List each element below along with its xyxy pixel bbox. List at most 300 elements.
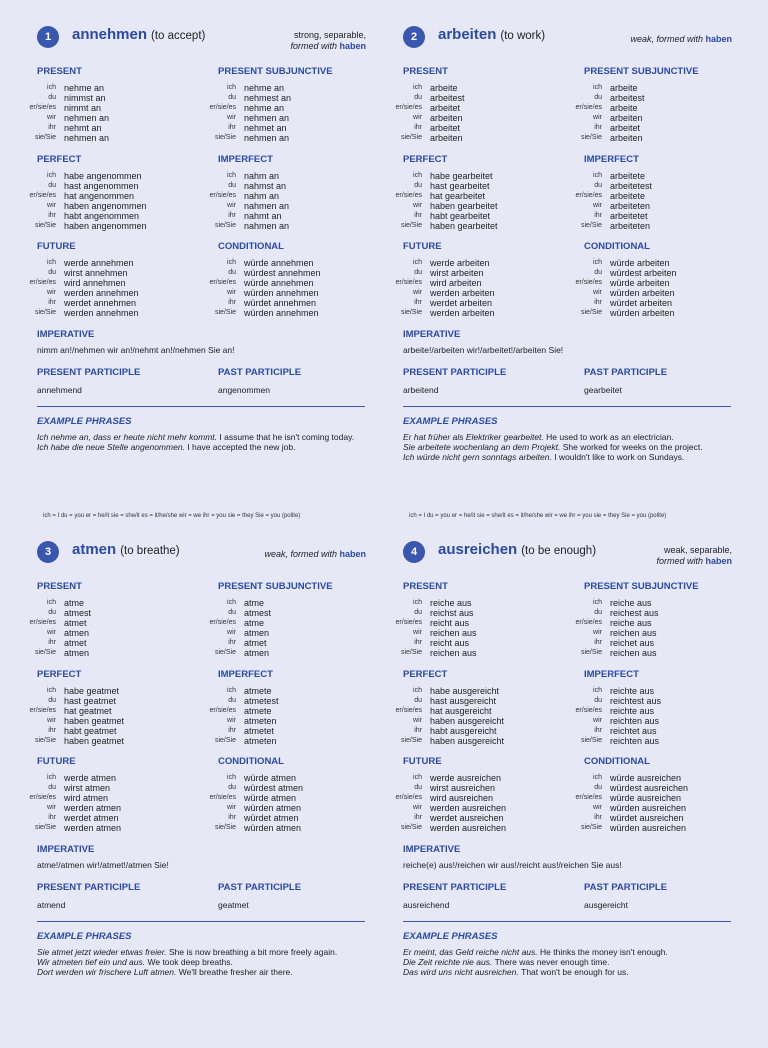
conjugation-row bbox=[564, 813, 688, 823]
pronoun: sie/Sie bbox=[214, 222, 236, 229]
pronoun: ihr bbox=[414, 212, 422, 219]
conjugation-row bbox=[384, 793, 506, 803]
verb-form: atmest bbox=[64, 608, 92, 618]
verb-form: werde arbeiten bbox=[430, 258, 490, 268]
conditional-table bbox=[198, 258, 321, 318]
verb-infinitive: atmen bbox=[72, 541, 117, 558]
conjugation-row bbox=[198, 201, 289, 211]
section-rule bbox=[37, 921, 365, 922]
verb-form: arbeiteten bbox=[610, 201, 651, 211]
pronoun: wir bbox=[593, 114, 602, 121]
verb-info bbox=[582, 545, 732, 567]
present-table bbox=[18, 598, 91, 658]
perfect-table bbox=[18, 171, 147, 231]
conjugation-row bbox=[384, 716, 504, 726]
verb-form: habt geatmet bbox=[64, 726, 117, 736]
verb-form: habe geatmet bbox=[64, 686, 120, 696]
example-english: He thinks the money isn't enough. bbox=[540, 947, 668, 957]
conjugation-row bbox=[564, 783, 688, 793]
verb-form: wird ausreichen bbox=[430, 793, 494, 803]
verb-form: nimmst an bbox=[64, 93, 106, 103]
conjugation-row bbox=[198, 288, 321, 298]
pronoun: ihr bbox=[594, 727, 602, 734]
verb-form: hat angenommen bbox=[64, 191, 135, 201]
pronoun: ich bbox=[593, 599, 602, 606]
pronoun: sie/Sie bbox=[34, 824, 56, 831]
section-imperfect: IMPERFECT bbox=[584, 154, 639, 165]
pronoun: ihr bbox=[594, 124, 602, 131]
section-example-phrases: EXAMPLE PHRASES bbox=[403, 931, 498, 942]
conjugation-row bbox=[564, 793, 688, 803]
example-phrase bbox=[37, 957, 367, 967]
conjugation-row bbox=[384, 608, 477, 618]
past-participle-value: geatmet bbox=[218, 900, 249, 910]
verb-form: werdet atmen bbox=[64, 813, 119, 823]
pronoun: wir bbox=[413, 289, 422, 296]
pronoun: du bbox=[594, 784, 602, 791]
verb-form: werde ausreichen bbox=[430, 773, 502, 783]
verb-form: hast geatmet bbox=[64, 696, 117, 706]
verb-form: atmetet bbox=[244, 726, 275, 736]
pronoun: ich bbox=[47, 259, 56, 266]
past-participle-value: angenommen bbox=[218, 385, 270, 395]
conjugation-row bbox=[198, 123, 291, 133]
future-table bbox=[384, 773, 506, 833]
conjugation-row bbox=[198, 686, 279, 696]
verb-form: arbeiten bbox=[610, 133, 643, 143]
pronoun: du bbox=[414, 269, 422, 276]
pronoun: ich bbox=[593, 687, 602, 694]
section-present: PRESENT bbox=[37, 581, 82, 592]
pronoun: sie/Sie bbox=[580, 309, 602, 316]
pronoun: du bbox=[228, 182, 236, 189]
conjugation-row bbox=[18, 793, 121, 803]
pronoun: du bbox=[228, 609, 236, 616]
verb-form: arbeitetet bbox=[610, 211, 648, 221]
example-phrase bbox=[37, 442, 367, 452]
future-table bbox=[384, 258, 495, 318]
verb-form: arbeitete bbox=[610, 191, 646, 201]
conjugation-row bbox=[198, 726, 279, 736]
pronoun: ich bbox=[593, 774, 602, 781]
example-phrase bbox=[403, 947, 733, 957]
verb-info bbox=[216, 549, 366, 560]
pronoun: wir bbox=[413, 114, 422, 121]
pronoun: du bbox=[48, 609, 56, 616]
pronoun: du bbox=[594, 182, 602, 189]
verb-form: wird atmen bbox=[64, 793, 109, 803]
verb-type: weak, separable, bbox=[663, 545, 732, 555]
verb-form: reichen aus bbox=[610, 628, 657, 638]
section-future: FUTURE bbox=[37, 241, 76, 252]
present-participle-value: annehmend bbox=[37, 385, 82, 395]
section-example-phrases: EXAMPLE PHRASES bbox=[37, 931, 132, 942]
conjugation-row bbox=[18, 268, 139, 278]
verb-form: atme bbox=[244, 598, 265, 608]
conjugation-row bbox=[564, 123, 645, 133]
pronoun: er/sie/es bbox=[209, 794, 236, 801]
pronoun: wir bbox=[47, 114, 56, 121]
pronoun: er/sie/es bbox=[575, 104, 602, 111]
example-english: There was never enough time. bbox=[494, 957, 610, 967]
pronoun: du bbox=[414, 784, 422, 791]
pronoun: sie/Sie bbox=[214, 309, 236, 316]
verb-form: wird arbeiten bbox=[430, 278, 482, 288]
auxiliary-prefix: weak, formed with bbox=[630, 34, 706, 44]
pronoun: ich bbox=[413, 172, 422, 179]
conjugation-row bbox=[384, 191, 498, 201]
verb-form: würde arbeiten bbox=[610, 258, 670, 268]
conjugation-row bbox=[564, 211, 652, 221]
pronoun: du bbox=[414, 609, 422, 616]
section-conditional: CONDITIONAL bbox=[218, 756, 284, 767]
verb-number-badge: 2 bbox=[403, 26, 425, 48]
past-participle-value: ausgereicht bbox=[584, 900, 628, 910]
pronoun: er/sie/es bbox=[209, 104, 236, 111]
pronoun: ihr bbox=[48, 639, 56, 646]
verb-form: würde ausreichen bbox=[610, 773, 682, 783]
pronoun: sie/Sie bbox=[400, 824, 422, 831]
pronoun: ihr bbox=[594, 814, 602, 821]
section-future: FUTURE bbox=[403, 756, 442, 767]
pronoun: du bbox=[594, 94, 602, 101]
conjugation-row bbox=[198, 278, 321, 288]
past-participle-value: gearbeitet bbox=[584, 385, 622, 395]
conjugation-row bbox=[564, 288, 677, 298]
conjugation-row bbox=[198, 268, 321, 278]
conjugation-row bbox=[18, 201, 147, 211]
verb-form: würdest ausreichen bbox=[610, 783, 689, 793]
conjugation-row bbox=[384, 783, 506, 793]
pronoun: du bbox=[594, 697, 602, 704]
verb-form: arbeite bbox=[610, 103, 638, 113]
present-table bbox=[384, 598, 477, 658]
verb-auxiliary-line bbox=[216, 41, 366, 52]
verb-form: werden arbeiten bbox=[430, 288, 495, 298]
conjugation-row bbox=[384, 736, 504, 746]
conjugation-row bbox=[384, 813, 506, 823]
pronoun: sie/Sie bbox=[400, 134, 422, 141]
example-phrase bbox=[403, 957, 733, 967]
conjugation-row bbox=[198, 618, 271, 628]
conjugation-row bbox=[564, 278, 677, 288]
verb-type: strong, separable, bbox=[293, 30, 366, 40]
verb-form: würden ausreichen bbox=[610, 823, 687, 833]
verb-number-badge: 3 bbox=[37, 541, 59, 563]
pronoun: ich bbox=[47, 84, 56, 91]
conjugation-row bbox=[18, 638, 91, 648]
conjugation-row bbox=[564, 93, 645, 103]
conjugation-row bbox=[384, 83, 465, 93]
conjugation-row bbox=[564, 706, 661, 716]
verb-form: atmen bbox=[244, 628, 270, 638]
verb-form: würde annehmen bbox=[244, 278, 314, 288]
pronoun: wir bbox=[593, 717, 602, 724]
pronoun: sie/Sie bbox=[214, 737, 236, 744]
example-german: Sie atmet jetzt wieder etwas freier. bbox=[37, 947, 169, 957]
pronoun: du bbox=[228, 94, 236, 101]
example-german: Das wird uns nicht ausreichen. bbox=[403, 967, 522, 977]
section-perfect: PERFECT bbox=[403, 669, 448, 680]
verb-form: nehme an bbox=[64, 83, 105, 93]
verb-form: reichst aus bbox=[430, 608, 474, 618]
pronoun: sie/Sie bbox=[34, 309, 56, 316]
example-phrases bbox=[403, 947, 733, 977]
verb-form: habe gearbeitet bbox=[430, 171, 493, 181]
verb-form: wirst arbeiten bbox=[430, 268, 484, 278]
conjugation-row bbox=[564, 823, 688, 833]
pronoun: ich bbox=[47, 687, 56, 694]
pronoun: wir bbox=[413, 629, 422, 636]
verb-form: würdet atmen bbox=[244, 813, 299, 823]
section-past-participle: PAST PARTICIPLE bbox=[218, 367, 302, 378]
pronoun: ich bbox=[47, 774, 56, 781]
section-present-subjunctive: PRESENT SUBJUNCTIVE bbox=[584, 66, 699, 77]
conjugation-row bbox=[18, 308, 139, 318]
conjugation-row bbox=[18, 823, 121, 833]
pronoun: wir bbox=[593, 289, 602, 296]
pronoun: ich bbox=[413, 774, 422, 781]
pronoun: sie/Sie bbox=[34, 134, 56, 141]
section-perfect: PERFECT bbox=[37, 154, 82, 165]
pronoun: sie/Sie bbox=[34, 737, 56, 744]
verb-form: reiche aus bbox=[430, 598, 472, 608]
conjugation-row bbox=[18, 686, 124, 696]
present-participle-value: arbeitend bbox=[403, 385, 439, 395]
pronoun: ihr bbox=[228, 727, 236, 734]
conjugation-row bbox=[18, 133, 109, 143]
conjugation-row bbox=[564, 736, 661, 746]
verb-form: hast angenommen bbox=[64, 181, 139, 191]
pronoun: wir bbox=[47, 629, 56, 636]
imperfect-table bbox=[198, 686, 279, 746]
pronoun: sie/Sie bbox=[34, 222, 56, 229]
verb-form: nahmen an bbox=[244, 201, 290, 211]
example-phrases bbox=[37, 947, 367, 977]
verb-form: wirst atmen bbox=[64, 783, 111, 793]
pronoun: sie/Sie bbox=[400, 737, 422, 744]
pronoun: wir bbox=[593, 804, 602, 811]
pronoun: ihr bbox=[594, 212, 602, 219]
verb-form: werden arbeiten bbox=[430, 308, 495, 318]
pronoun: er/sie/es bbox=[29, 707, 56, 714]
imperative-text: nimm an!/nehmen wir an!/nehmt an!/nehmen Sie an! bbox=[37, 345, 235, 355]
verb-form: atmen bbox=[244, 648, 270, 658]
verb-form: wird annehmen bbox=[64, 278, 126, 288]
conjugation-row bbox=[18, 598, 91, 608]
verb-form: nehmen an bbox=[244, 113, 290, 123]
verb-form: reichet aus bbox=[610, 638, 655, 648]
pronoun: ich bbox=[413, 599, 422, 606]
example-phrases bbox=[403, 432, 733, 462]
verb-form: arbeiten bbox=[610, 113, 643, 123]
conjugation-row bbox=[18, 171, 147, 181]
conjugation-row bbox=[18, 123, 109, 133]
conjugation-row bbox=[384, 211, 498, 221]
pronoun: sie/Sie bbox=[400, 222, 422, 229]
conjugation-row bbox=[564, 181, 652, 191]
conjugation-row bbox=[18, 93, 109, 103]
conjugation-row bbox=[384, 628, 477, 638]
conjugation-row bbox=[384, 298, 495, 308]
pronoun: ich bbox=[413, 259, 422, 266]
pronoun: sie/Sie bbox=[580, 222, 602, 229]
conjugation-row bbox=[564, 308, 677, 318]
verb-form: würde atmen bbox=[244, 773, 297, 783]
pronoun: sie/Sie bbox=[400, 649, 422, 656]
conjugation-row bbox=[564, 686, 661, 696]
conjugation-row bbox=[384, 773, 506, 783]
verb-form: würde atmen bbox=[244, 793, 297, 803]
conjugation-row bbox=[384, 706, 504, 716]
pronoun: du bbox=[414, 94, 422, 101]
example-english: She is now breathing a bit more freely again. bbox=[168, 947, 338, 957]
verb-form: werde atmen bbox=[64, 773, 117, 783]
conjugation-row bbox=[564, 221, 652, 231]
verb-form: hat gearbeitet bbox=[430, 191, 486, 201]
verb-form: arbeite bbox=[430, 83, 458, 93]
section-imperative: IMPERATIVE bbox=[37, 329, 95, 340]
verb-number-badge: 4 bbox=[403, 541, 425, 563]
conjugation-row bbox=[18, 191, 147, 201]
verb-form: atmen bbox=[64, 628, 90, 638]
verb-form: haben geatmet bbox=[64, 716, 125, 726]
verb-form: würdet arbeiten bbox=[610, 298, 673, 308]
verb-form: würdest annehmen bbox=[244, 268, 321, 278]
verb-form: arbeite bbox=[610, 83, 638, 93]
pronoun: sie/Sie bbox=[214, 134, 236, 141]
conjugation-row bbox=[198, 773, 303, 783]
conjugation-row bbox=[564, 298, 677, 308]
verb-form: nahm an bbox=[244, 171, 280, 181]
pronoun: ihr bbox=[48, 727, 56, 734]
example-german: Wir atmeten tief ein und aus. bbox=[37, 957, 148, 967]
conjugation-row bbox=[18, 783, 121, 793]
verb-form: würden atmen bbox=[244, 803, 302, 813]
future-table bbox=[18, 773, 121, 833]
example-english: He used to work as an electrician. bbox=[546, 432, 674, 442]
example-phrases bbox=[37, 432, 367, 452]
verb-translation: (to be enough) bbox=[521, 545, 597, 557]
auxiliary-prefix: formed with bbox=[290, 41, 340, 51]
pronoun: ich bbox=[47, 172, 56, 179]
verb-translation: (to breathe) bbox=[120, 545, 180, 557]
verb-form: hast gearbeitet bbox=[430, 181, 490, 191]
conjugation-row bbox=[18, 696, 124, 706]
imperative-text: arbeite!/arbeiten wir!/arbeitet!/arbeiten Sie! bbox=[403, 345, 564, 355]
present-table bbox=[384, 83, 465, 143]
pronoun: ihr bbox=[414, 727, 422, 734]
example-english: I have accepted the new job. bbox=[187, 442, 296, 452]
conjugation-row bbox=[18, 716, 124, 726]
conjugation-row bbox=[198, 793, 303, 803]
verb-form: haben angenommen bbox=[64, 221, 147, 231]
conjugation-row bbox=[18, 103, 109, 113]
verb-form: würdet annehmen bbox=[244, 298, 317, 308]
verb-title bbox=[72, 541, 180, 558]
verb-form: reichten aus bbox=[610, 736, 660, 746]
verb-form: werden annehmen bbox=[64, 308, 139, 318]
example-english: I wouldn't like to work on Sundays. bbox=[554, 452, 685, 462]
example-phrase bbox=[403, 442, 733, 452]
conjugation-row bbox=[18, 628, 91, 638]
pronoun: wir bbox=[227, 289, 236, 296]
conjugation-row bbox=[18, 181, 147, 191]
pronoun: du bbox=[48, 269, 56, 276]
pronoun: wir bbox=[227, 717, 236, 724]
verb-form: nehmen an bbox=[244, 133, 290, 143]
pronoun: ich bbox=[413, 84, 422, 91]
conjugation-row bbox=[198, 83, 291, 93]
conjugation-row bbox=[18, 221, 147, 231]
pronoun: ihr bbox=[228, 299, 236, 306]
conjugation-row bbox=[18, 278, 139, 288]
pronoun: ihr bbox=[48, 299, 56, 306]
example-german: Ich nehme an, dass er heute nicht mehr kommt. bbox=[37, 432, 220, 442]
auxiliary-prefix: weak, formed with bbox=[264, 549, 340, 559]
pronoun: er/sie/es bbox=[395, 279, 422, 286]
pronoun: du bbox=[48, 784, 56, 791]
pronoun: er/sie/es bbox=[209, 279, 236, 286]
verb-form: nehmest an bbox=[244, 93, 292, 103]
pronoun: wir bbox=[227, 804, 236, 811]
imperfect-table bbox=[564, 686, 661, 746]
example-phrase bbox=[403, 432, 733, 442]
conjugation-row bbox=[384, 171, 498, 181]
verb-number-badge: 1 bbox=[37, 26, 59, 48]
conjugation-row bbox=[198, 638, 271, 648]
conjugation-row bbox=[18, 211, 147, 221]
verb-form: reichtet aus bbox=[610, 726, 657, 736]
conjugation-row bbox=[198, 736, 279, 746]
section-present-participle: PRESENT PARTICIPLE bbox=[403, 882, 507, 893]
conjugation-row bbox=[18, 803, 121, 813]
verb-form: würden annehmen bbox=[244, 308, 319, 318]
example-english: I assume that he isn't coming today. bbox=[219, 432, 355, 442]
section-imperative: IMPERATIVE bbox=[403, 329, 461, 340]
auxiliary-verb: haben bbox=[705, 34, 732, 44]
verb-form: arbeiteten bbox=[610, 221, 651, 231]
conjugation-row bbox=[564, 696, 661, 706]
example-german: Ich würde nicht gern sonntags arbeiten. bbox=[403, 452, 555, 462]
verb-form: habe ausgereicht bbox=[430, 686, 500, 696]
conjugation-row bbox=[18, 813, 121, 823]
verb-auxiliary-line bbox=[582, 556, 732, 567]
example-phrase bbox=[403, 452, 733, 462]
verb-form: wirst ausreichen bbox=[430, 783, 496, 793]
verb-form: arbeitest bbox=[610, 93, 645, 103]
example-english: We took deep breaths. bbox=[147, 957, 233, 967]
conjugation-row bbox=[564, 803, 688, 813]
verb-form: arbeiten bbox=[430, 133, 463, 143]
example-german: Er hat früher als Elektriker gearbeitet. bbox=[403, 432, 547, 442]
verb-form: nehmet an bbox=[244, 123, 287, 133]
verb-form: werde annehmen bbox=[64, 258, 134, 268]
verb-title bbox=[72, 26, 205, 43]
pronoun: er/sie/es bbox=[209, 619, 236, 626]
verb-form: haben geatmet bbox=[64, 736, 125, 746]
pronoun: er/sie/es bbox=[209, 192, 236, 199]
verb-form: reichen aus bbox=[430, 628, 477, 638]
conjugation-row bbox=[198, 648, 271, 658]
verb-form: haben ausgereicht bbox=[430, 736, 505, 746]
section-imperfect: IMPERFECT bbox=[218, 154, 273, 165]
pronoun: ihr bbox=[48, 212, 56, 219]
verb-form: haben gearbeitet bbox=[430, 201, 498, 211]
pronoun: ich bbox=[47, 599, 56, 606]
verb-form: werdet arbeiten bbox=[430, 298, 493, 308]
verb-form: reicht aus bbox=[430, 618, 470, 628]
